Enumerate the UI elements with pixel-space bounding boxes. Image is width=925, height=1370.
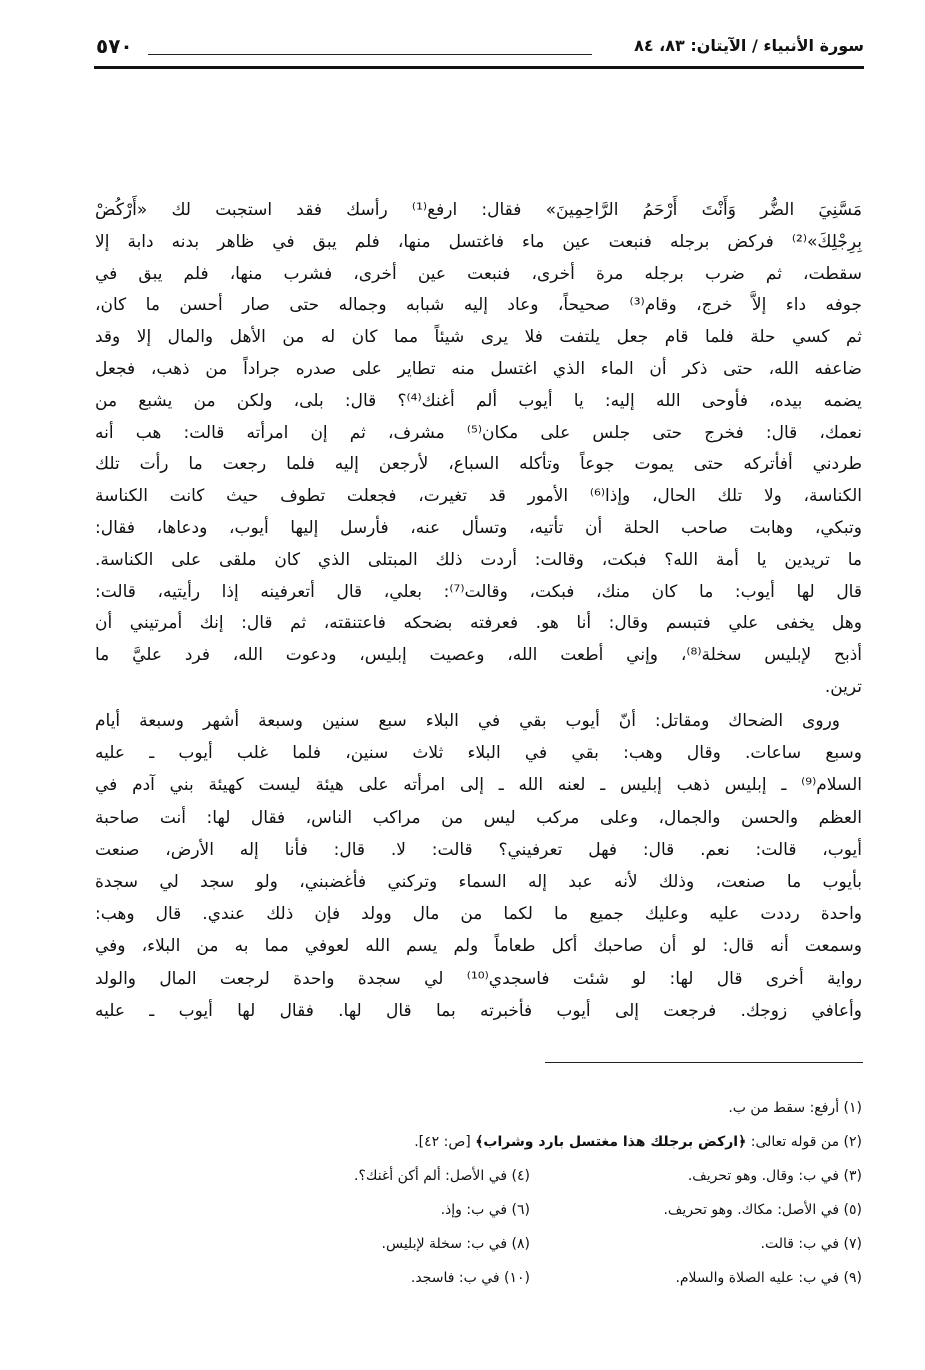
text-line: أيوب، قالت: نعم. قال: فهل تعرفيني؟ قالت: لا. قال: فأنا إله الأرض، صنعت [95, 839, 862, 860]
text-line: يضمه بيده، فأوحى الله إليه: يا أيوب ألم أغنك⁽⁴⁾؟ قال: بلى، ولكن من يشبع من [95, 390, 862, 411]
text-line: مَسَّنِيَ الضُّر وَأَنْتَ أَرْحَمُ الرَّاحِمِينَ» فقال: ارفع⁽¹⁾ رأسك فقد استجبت لك «أَرْكُضْ [95, 200, 862, 220]
text-line: بأيوب ما صنعت، وذلك لأنه عبد إله السماء وتركني فأغضبني، ولو سجد لي سجدة [95, 871, 862, 892]
text-line: واحدة رددت عليه وعليك جميع ما لكما من مال وولد فإن ذلك عندي. قال وهب: [95, 904, 862, 925]
footnote-6: (٦) في ب: وإذ. [440, 1202, 530, 1218]
text-line: قال لها أيوب: ما كان منك، فبكت، وقالت⁽⁷⁾: بعلي، قال أتعرفينه إذا رأيتيه، قالت: [95, 581, 862, 602]
text-line: نعمك، قال: فخرج حتى جلس على مكان⁽⁵⁾ مشرف، ثم إن امرأته قالت: هب أنه [95, 422, 862, 443]
footnote-separator [545, 1062, 863, 1063]
page-number: ٥٧٠ [96, 34, 133, 58]
footnote-1: (١) أرفع: سقط من ب. [728, 1100, 862, 1116]
footnote-2-suffix: [ص: ٤٢]. [414, 1134, 476, 1150]
text-line: رواية أخرى قال لها: لو شئت فاسجدي⁽¹⁰⁾ لي سجدة واحدة لرجعت المال والولد [95, 968, 862, 989]
running-header [96, 34, 864, 62]
text-line: بِرِجْلِكَ»⁽²⁾ فركض برجله فنبعت عين ماء فاغتسل منها، فلم يبق في ظاهر بدنه دابة إلا [95, 231, 862, 252]
text-line: ما تريدين يا أمة الله؟ فبكت، وقالت: أردت ذلك المبتلى الذي كان ملقى على الكناسة. [95, 549, 862, 570]
text-line: العظم والحسن والجمال، وعلى مركب ليس من مراكب الناس، فقال لها: أنت صاحبة [95, 807, 862, 828]
text-line: وروى الضحاك ومقاتل: أنّ أيوب بقي في البلاء سبع سنين وسبعة أشهر وسبعة أيام [95, 711, 840, 731]
footnote-7: (٧) في ب: قالت. [760, 1236, 862, 1252]
text-line: ثم كسي حلة فلما قام جعل يلتفت فلا يرى شيئاً مما كان له من الأهل والمال إلا وقد [95, 327, 862, 348]
text-line: وأعافي زوجك. فرجعت إلى أيوب فأخبرته بما قال لها. فقال لها أيوب ـ عليه [95, 1000, 862, 1021]
header-rule [94, 66, 864, 69]
text-line: وسبع ساعات. وقال وهب: بقي في البلاء ثلاث سنين، فلما غلب أيوب ـ عليه [95, 743, 862, 764]
footnote-10: (١٠) في ب: فاسجد. [410, 1270, 530, 1286]
header-line [148, 54, 592, 55]
text-line: جوفه داء إلاَّ خرج، وقام⁽³⁾ صحيحاً، وعاد إليه شبابه وجماله حتى صار أحسن ما كان، [95, 295, 863, 316]
text-line: طردني أفأتركه حتى يموت جوعاً وتأكله السباع، لأرجعن إليه فلما رجعت ما رأت تلك [95, 454, 862, 475]
text-line: وتبكي، وهابت صاحب الحلة أن تأتيه، وتسأل عنه، فأرسل إليها أيوب، ودعاها، فقال: [95, 517, 862, 538]
paragraph-1 [95, 195, 862, 704]
footnote-8: (٨) في ب: سخلة لإبليس. [381, 1236, 530, 1252]
text-line: ترين. [824, 676, 862, 697]
footnote-9: (٩) في ب: عليه الصلاة والسلام. [675, 1270, 862, 1286]
footnote-2-prefix: (٢) من قوله تعالى: [746, 1134, 862, 1150]
footnote-3: (٣) في ب: وقال. وهو تحريف. [687, 1168, 862, 1184]
text-line: ضاعفه الله، حتى ذكر أن الماء الذي اغتسل منه تطاير على صدره جراداً من ذهب، فجعل [95, 358, 862, 379]
paragraph-2 [95, 705, 862, 1027]
footnote-5: (٥) في الأصل: مكاك. وهو تحريف. [663, 1202, 862, 1218]
footnote-2-verse: ﴿اركض برجلك هذا مغتسل بارد وشراب﴾ [475, 1134, 747, 1150]
footnote-4: (٤) في الأصل: ألم أكن أغنك؟. [354, 1168, 530, 1184]
text-line: الكناسة، ولا تلك الحال، وإذا⁽⁶⁾ الأمور قد تغيرت، فجعلت تطوف حيث كانت الكناسة [95, 486, 862, 507]
text-line: أذبح لإبليس سخلة⁽⁸⁾، وإني أطعت الله، وعصيت إبليس، ودعوت الله، فرد عليَّ ما [95, 645, 862, 666]
text-line: سقطت، ثم ضرب برجله مرة أخرى، فنبعت عين أخرى، فشرب منها، فلم يبق في [95, 263, 862, 284]
text-line: وهل يخفى علي فتبسم وقال: أنا هو. فعرفته بضحكه فاعتنقته، ثم قال: إنك أمرتيني أن [95, 613, 862, 634]
footnote-2 [414, 1134, 862, 1150]
running-title: سورة الأنبياء / الآيتان: ٨٣، ٨٤ [634, 36, 864, 55]
text-line: السلام⁽⁹⁾ ـ إبليس ذهب إبليس ـ لعنه الله ـ إلى امرأته على هيئة ليست كهيئة بني آدم في [95, 775, 862, 796]
text-line: وسمعت أنه قال: لو أن صاحبك أكل طعاماً ولم يسم الله لعوفي مما به من البلاء، وفي [95, 936, 862, 957]
